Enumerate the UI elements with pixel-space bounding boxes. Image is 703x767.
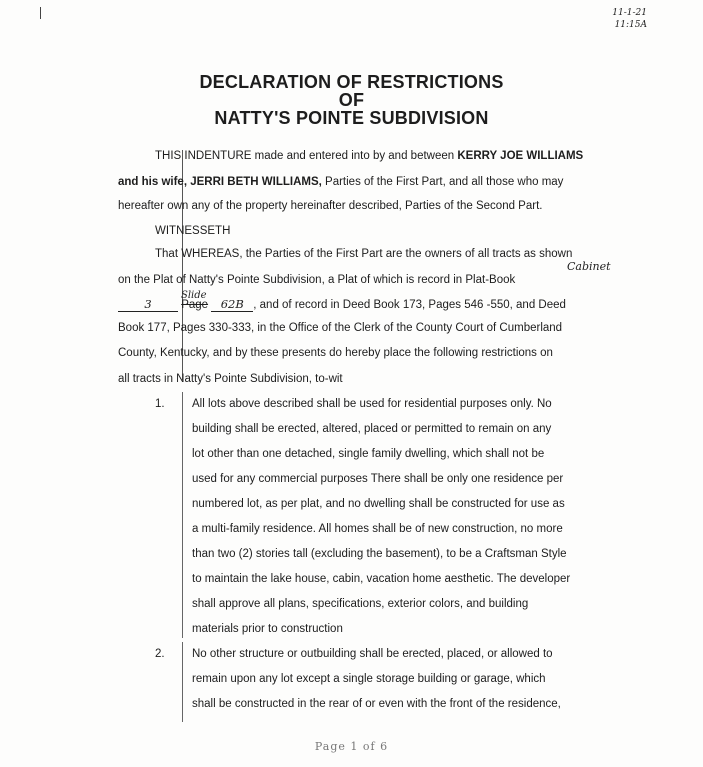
item-2-line: No other structure or outbuilding shall be erected, placed, or allowed to: [192, 648, 553, 660]
handwritten-slide-word: Slide: [181, 290, 207, 301]
item-1-line: shall approve all plans, specifications, exterior colors, and building: [192, 598, 529, 610]
document-title-line2: OF: [338, 90, 365, 110]
handwritten-slide-number: 62B: [220, 297, 244, 311]
first-party-spouse: and his wife, JERRI BETH WILLIAMS,: [118, 176, 322, 188]
item-2-number: 2.: [155, 648, 165, 660]
first-party-name: KERRY JOE WILLIAMS: [457, 150, 584, 162]
handwritten-date: 11-1-21: [612, 8, 647, 18]
paragraph-2-line-1: That WHEREAS, the Parties of the First Part are the owners of all tracts as shown: [155, 248, 573, 260]
paragraph-1-line-2: and his wife, JERRI BETH WILLIAMS, Parties of the First Part, and all those who may: [118, 176, 564, 188]
item-1-line: building shall be erected, altered, placed or permitted to remain on any: [192, 423, 552, 435]
item-1-line: a multi-family residence. All homes shall be of new construction, no more: [192, 523, 563, 535]
page-label-struck: Page: [181, 299, 209, 311]
document-title-line3: NATTY'S POINTE SUBDIVISION: [214, 108, 489, 128]
paragraph-2-line-5: County, Kentucky, and by these presents do hereby place the following restrictions on: [118, 347, 553, 359]
handwritten-time: 11:15A: [614, 20, 647, 30]
item-2-rule: [182, 642, 183, 722]
item-1-line: than two (2) stories tall (excluding the basement), to be a Craftsman Style: [192, 548, 567, 560]
paragraph-2-line-6: all tracts in Natty's Pointe Subdivision, to-wit: [118, 373, 343, 385]
item-2-line: remain upon any lot except a single storage building or garage, which: [192, 673, 546, 685]
handwritten-cabinet-number: 3: [144, 297, 152, 311]
paragraph-1-line-1: THIS INDENTURE made and entered into by and between KERRY JOE WILLIAMS: [155, 150, 584, 162]
paragraph-1-line-3: hereafter own any of the property hereinafter described, Parties of the Second Part.: [118, 200, 543, 212]
page-number: Page 1 of 6: [314, 740, 389, 753]
scan-edge-mark: [40, 7, 41, 19]
item-2-line: shall be constructed in the rear of or even with the front of the residence,: [192, 698, 561, 710]
item-1-line: to maintain the lake house, cabin, vacation home aesthetic. The developer: [192, 573, 571, 585]
document-title-line1: DECLARATION OF RESTRICTIONS: [199, 72, 504, 92]
item-1-rule: [182, 392, 183, 638]
paragraph-2-line-2: on the Plat of Natty's Pointe Subdivision, a Plat of which is record in Plat-Book: [118, 274, 516, 286]
paragraph-2-line-4: Book 177, Pages 330-333, in the Office of the Clerk of the County Court of Cumberland: [118, 322, 563, 334]
item-1-line: lot other than one detached, single family dwelling, which shall not be: [192, 448, 545, 460]
paragraph-2-line-3: 3 Page 62B , and of record in Deed Book 173, Pages 546 -550, and Deed: [118, 298, 566, 312]
item-1-number: 1.: [155, 398, 165, 410]
witnesseth-heading: WITNESSETH: [155, 225, 231, 237]
item-1-line: used for any commercial purposes There shall be only one residence per: [192, 473, 564, 485]
item-1-line: materials prior to construction: [192, 623, 343, 635]
item-1-line: numbered lot, as per plat, and no dwelling shall be constructed for use as: [192, 498, 565, 510]
handwritten-cabinet-word: Cabinet: [567, 260, 611, 273]
item-1-line: All lots above described shall be used for residential purposes only. No: [192, 398, 552, 410]
